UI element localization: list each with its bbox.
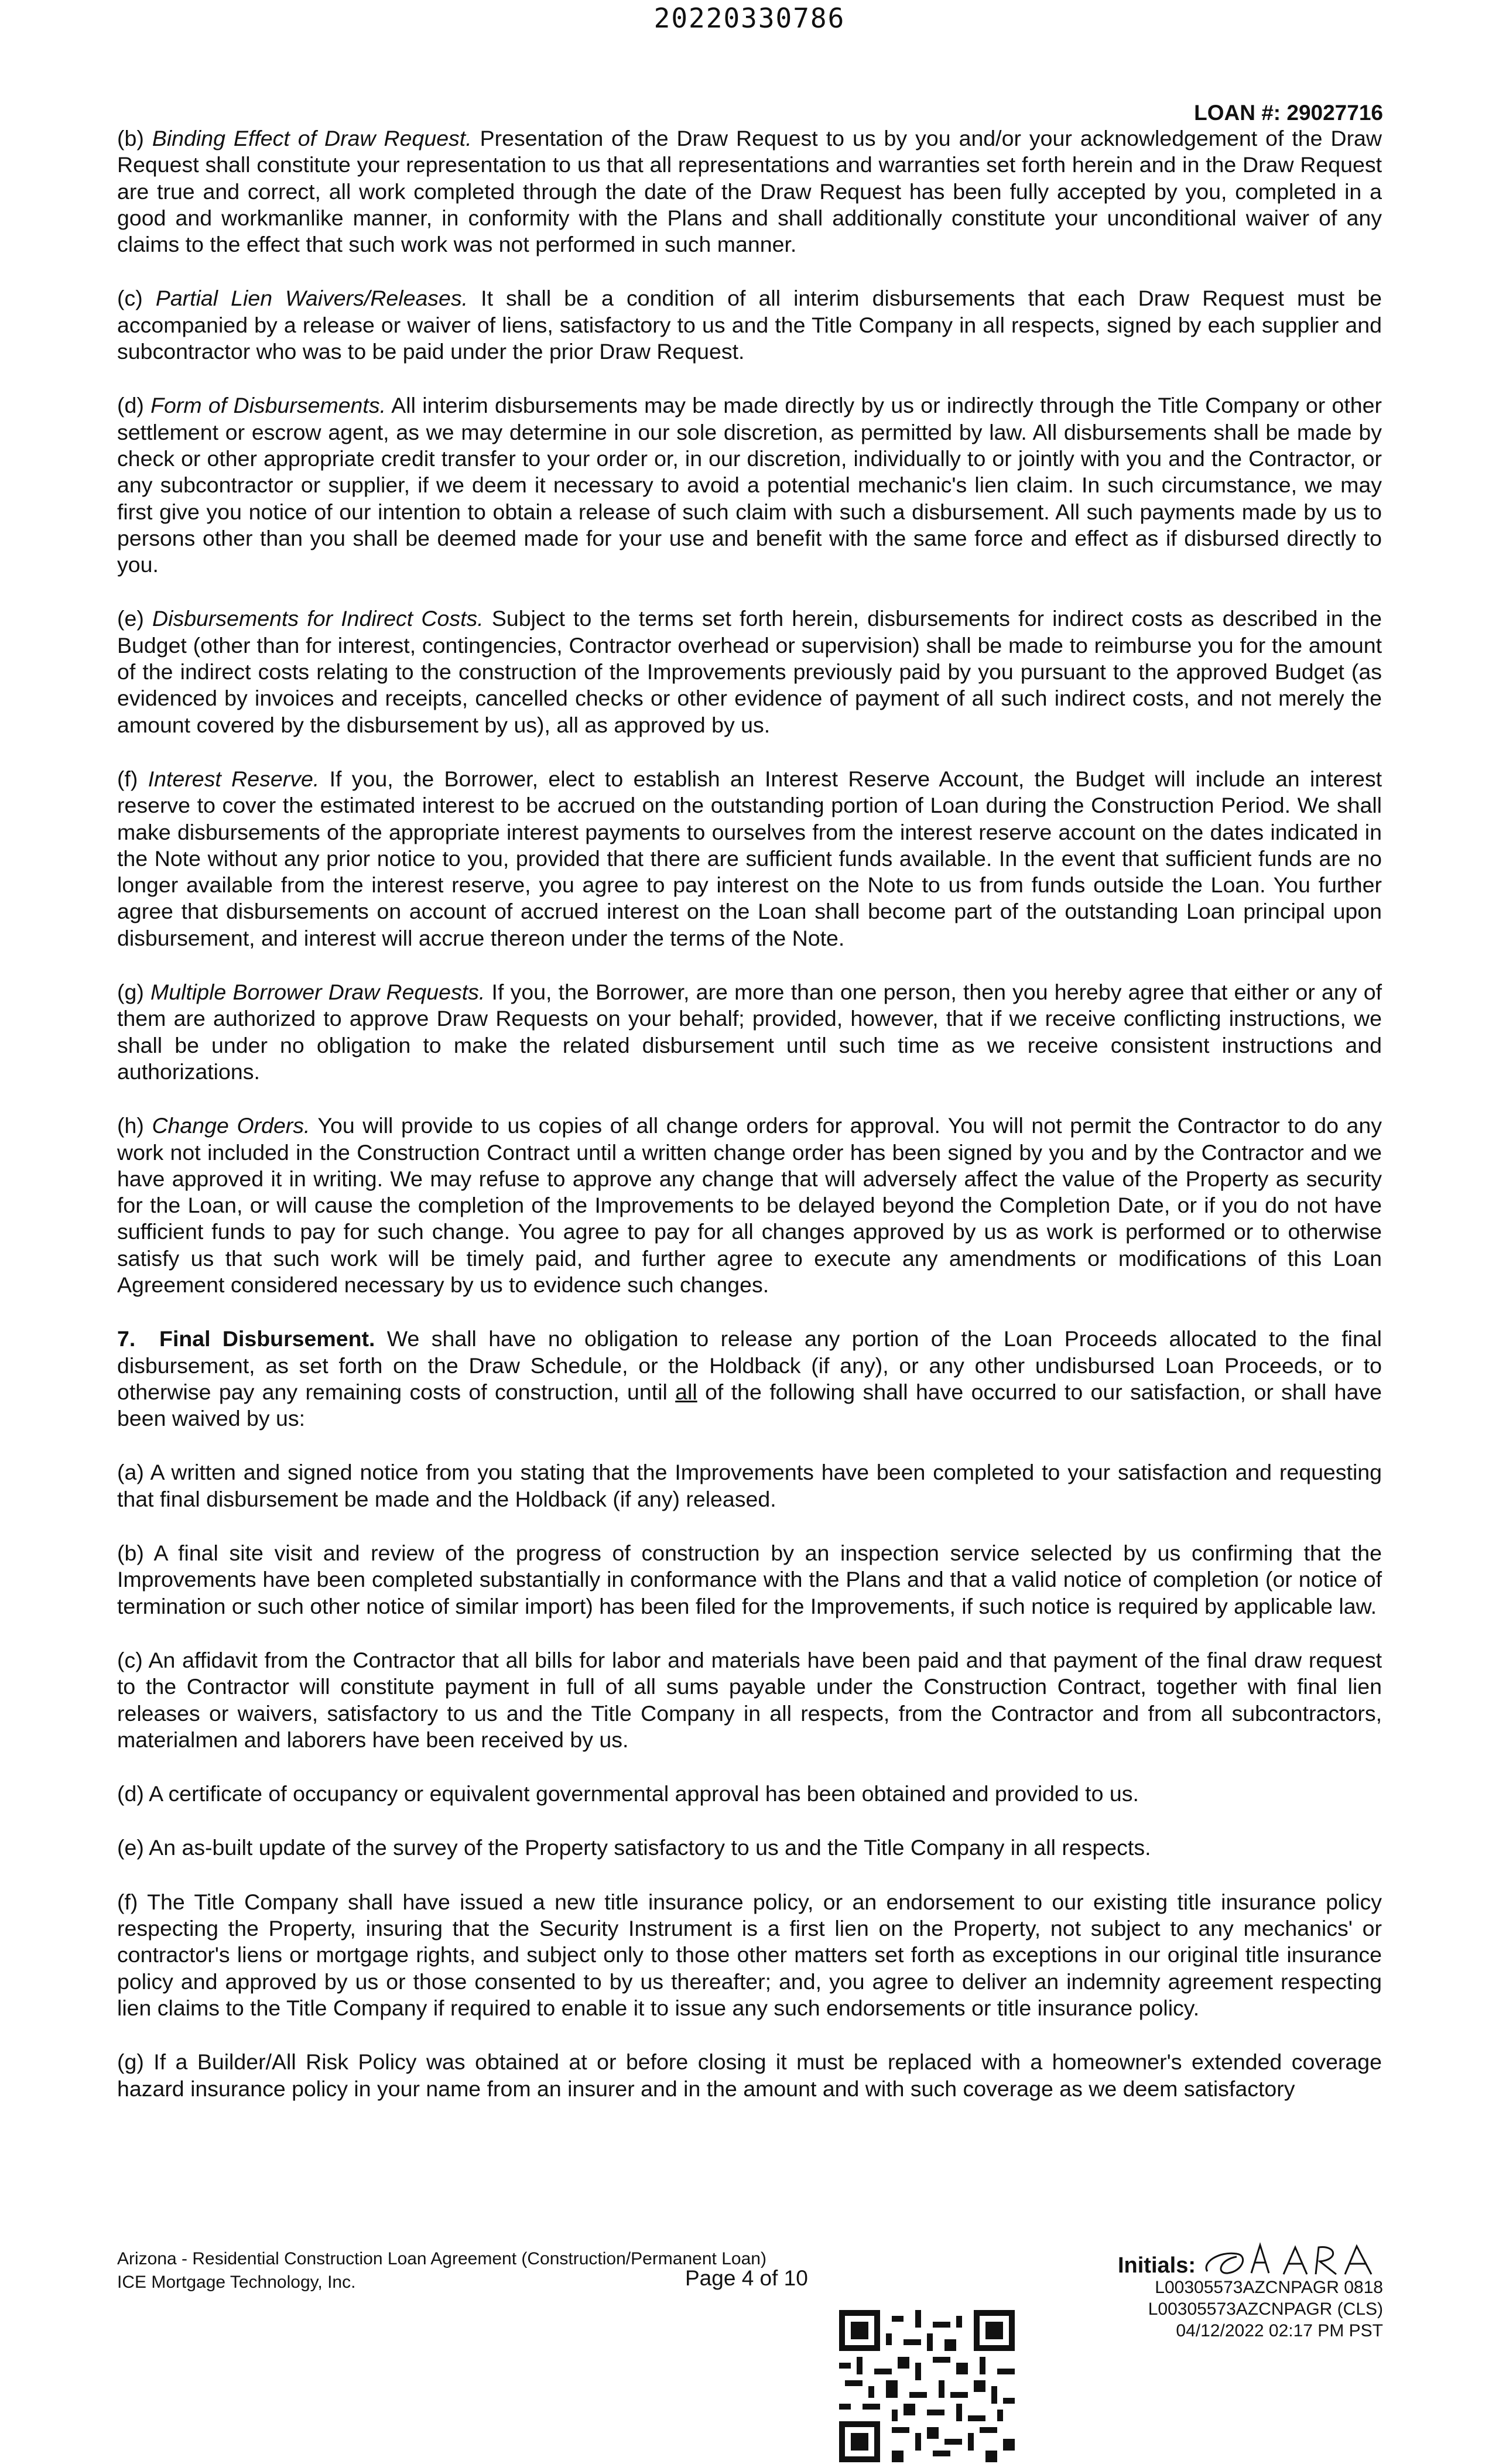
print-timestamp: 04/12/2022 02:17 PM PST xyxy=(1176,2321,1383,2340)
section-7-title: Final Disbursement. xyxy=(159,1326,375,1351)
footer-right xyxy=(1118,2240,1383,2342)
paragraph-d-title: Form of Disbursements. xyxy=(150,393,386,418)
section-7-item-f: (f) The Title Company shall have issued a new title insurance policy, or an endorsement to our existing title insurance policy respecting the Property, insuring that the Security Instrument is a first lien on the Property, not subject to any mechanics' or contractor's liens or mortgage rights, and subject only to those other matters set forth as exceptions in our original title insurance policy and approved by us or those consented to by us thereafter; and, you agree to deliver an indemnity agreement respecting lien claims to the Title Company if required to enable it to issue any such endorsements or title insurance policy. xyxy=(117,1889,1382,2020)
initials-line xyxy=(1118,2240,1383,2277)
paragraph-g-label: (g) xyxy=(117,980,144,1005)
paragraph-h-title: Change Orders. xyxy=(152,1113,310,1138)
initials-label: Initials: xyxy=(1117,2253,1196,2278)
paragraph-b xyxy=(117,125,1382,258)
section-7-item-e: (e) An as-built update of the survey of the Property satisfactory to us and the Title Company in all respects. xyxy=(117,1835,1151,1860)
initials-signature xyxy=(1196,2239,1383,2280)
section-7-item-a: (a) A written and signed notice from you stating that the Improvements have been completed to your satisfaction and requesting that final disbursement be made and the Holdback (if any) released. xyxy=(117,1460,1382,1511)
paragraph-c xyxy=(117,285,1382,365)
document-body xyxy=(117,125,1382,2130)
paragraph-f-text: If you, the Borrower, elect to establish an Interest Reserve Account, the Budget will include an interest reserve to cover the estimated interest to be accrued on the outstanding portion of Loan during the Construction Period. We shall make disbursements of the appropriate interest payments to ourselves from the interest reserve account on the dates indicated in the Note without any prior notice to you, provided that there are sufficient funds available. In the event that sufficient funds are no longer available from the interest reserve, you agree to pay interest on the Note to us from funds outside the Loan. You further agree that disbursements on account of accrued interest on the Loan shall become part of the outstanding Loan principal upon disbursement, and interest will accrue thereon under the terms of the Note. xyxy=(117,766,1382,950)
paragraph-c-label: (c) xyxy=(117,286,143,311)
section-7-item-d: (d) A certificate of occupancy or equivalent governmental approval has been obtained and provided to us. xyxy=(117,1781,1139,1806)
paragraph-g-title: Multiple Borrower Draw Requests. xyxy=(150,980,485,1005)
paragraph-e-label: (e) xyxy=(117,606,144,631)
section-7-underlined-word: all xyxy=(675,1379,697,1404)
paragraph-c-text: It shall be a condition of all interim disbursements that each Draw Request must be accompanied by a release or waiver of liens, satisfactory to us and the Title Company in all respects, signed by each supplier and subcontractor who was to be paid under the prior Draw Request. xyxy=(117,286,1382,364)
section-7-number: 7. xyxy=(117,1326,136,1351)
page-number: Page 4 of 10 xyxy=(685,2266,808,2290)
barcode-2d xyxy=(839,2309,1015,2463)
paragraph-c-title: Partial Lien Waivers/Releases. xyxy=(155,286,468,311)
paragraph-e-title: Disbursements for Indirect Costs. xyxy=(152,606,484,631)
paragraph-f xyxy=(117,766,1382,952)
section-7 xyxy=(117,1326,1382,1432)
form-code-1: L00305573AZCNPAGR 0818 xyxy=(1155,2278,1383,2297)
paragraph-d-text: All interim disbursements may be made directly by us or indirectly through the Title Company or other settlement or escrow agent, as we may determine in our sole discretion, as permitted by law. All disbursements shall be made by check or other appropriate credit transfer to your order or, in our discretion, individually to or jointly with you and the Contractor, or any subcontractor or supplier, if we deem it necessary to avoid a potential mechanic's lien claim. In such circumstance, we may first give you notice of our intention to obtain a release of such claim with such a disbursement. All such payments made by us to persons other than you shall be deemed made for your use and benefit with the same force and effect as if disbursed directly to you. xyxy=(117,393,1382,577)
section-7-item-b: (b) A final site visit and review of the progress of construction by an inspection service selected by us confirming that the Improvements have been completed substantially in conformance with the Plans and that a valid notice of completion (or notice of termination or such other notice of similar import) has been filed for the Improvements, if such notice is required by applicable law. xyxy=(117,1541,1382,1618)
paragraph-b-title: Binding Effect of Draw Request. xyxy=(152,126,472,150)
company-name: ICE Mortgage Technology, Inc. xyxy=(117,2273,356,2292)
section-7-text-after: of the following shall have occurred to our satisfaction, or shall have been waived by us: xyxy=(117,1379,1382,1431)
section-7-text-before: We shall have no obligation to release any portion of the Loan Proceeds allocated to the final disbursement, as set forth on the Draw Schedule, or the Holdback (if any), or any other undisbursed Loan Proceeds, or to otherwise pay any remaining costs of construction, until xyxy=(117,1326,1382,1404)
paragraph-h-label: (h) xyxy=(117,1113,144,1138)
paragraph-g xyxy=(117,979,1382,1085)
section-7-item-g: (g) If a Builder/All Risk Policy was obtained at or before closing it must be replaced with a homeowner's extended coverage hazard insurance policy in your name from an insurer and in the amount and with such coverage as we deem satisfactory xyxy=(117,2049,1382,2101)
paragraph-d xyxy=(117,392,1382,578)
paragraph-d-label: (d) xyxy=(117,393,144,418)
paragraph-f-label: (f) xyxy=(117,766,138,791)
paragraph-e xyxy=(117,605,1382,738)
paragraph-h-text: You will provide to us copies of all change orders for approval. You will not permit the Contractor to do any work not included in the Construction Contract until a written change order has been signed by you and by the Contractor and we have approved it in writing. We may refuse to approve any change that will adversely affect the value of the Property as security for the Loan, or will cause the completion of the Improvements to be delayed beyond the Completion Date, or if you do not have sufficient funds to pay for such change. You agree to pay for all changes approved by us as work is performed or to otherwise satisfy us that such work will be timely paid, and further agree to execute any amendments or modifications of this Loan Agreement considered necessary by us to evidence such changes. xyxy=(117,1113,1382,1297)
paragraph-e-text: Subject to the terms set forth herein, disbursements for indirect costs as described in the Budget (other than for interest, contingencies, Contractor overhead or supervision) shall be made to reimburse you for the amount of the indirect costs relating to the construction of the Improvements previously paid by you pursuant to the approved Budget (as evidenced by invoices and receipts, cancelled checks or other evidence of payment of all such indirect costs, and not merely the amount covered by the disbursement by us), all as approved by us. xyxy=(117,606,1382,737)
paragraph-g-text: If you, the Borrower, are more than one person, then you hereby agree that either or any of them are authorized to approve Draw Requests on your behalf; provided, however, that if we receive conflicting instructions, we shall be under no obligation to make the related disbursement until such time as we receive consistent instructions and authorizations. xyxy=(117,980,1382,1084)
paragraph-b-label: (b) xyxy=(117,126,144,150)
loan-number: LOAN #: 29027716 xyxy=(1194,101,1383,125)
form-title: Arizona - Residential Construction Loan Agreement (Construction/Permanent Loan) xyxy=(117,2249,766,2268)
form-code-2: L00305573AZCNPAGR (CLS) xyxy=(1148,2299,1383,2319)
paragraph-h xyxy=(117,1113,1382,1298)
paragraph-f-title: Interest Reserve. xyxy=(148,766,320,791)
section-7-item-c: (c) An affidavit from the Contractor that all bills for labor and materials have been paid and that payment of the final draw request to the Contractor will constitute payment in full of all sums payable under the Construction Contract, together with final lien releases or waivers, satisfactory to us and the Title Company in all respects, from the Contractor and from all subcontractors, materialmen and laborers have been received by us. xyxy=(117,1647,1382,1752)
footer-left xyxy=(117,2247,766,2294)
paragraph-b-text: Presentation of the Draw Request to us by you and/or your acknowledgement of the Draw Request shall constitute your representation to us that all representations and warranties set forth herein and in the Draw Request are true and correct, all work completed through the date of the Draw Request has been fully accepted by you, completed in a good and workmanlike manner, in conformity with the Plans and shall additionally constitute your unconditional waiver of any claims to the effect that such work was not performed in such manner. xyxy=(117,126,1382,257)
document-number: 20220330786 xyxy=(653,2,846,34)
